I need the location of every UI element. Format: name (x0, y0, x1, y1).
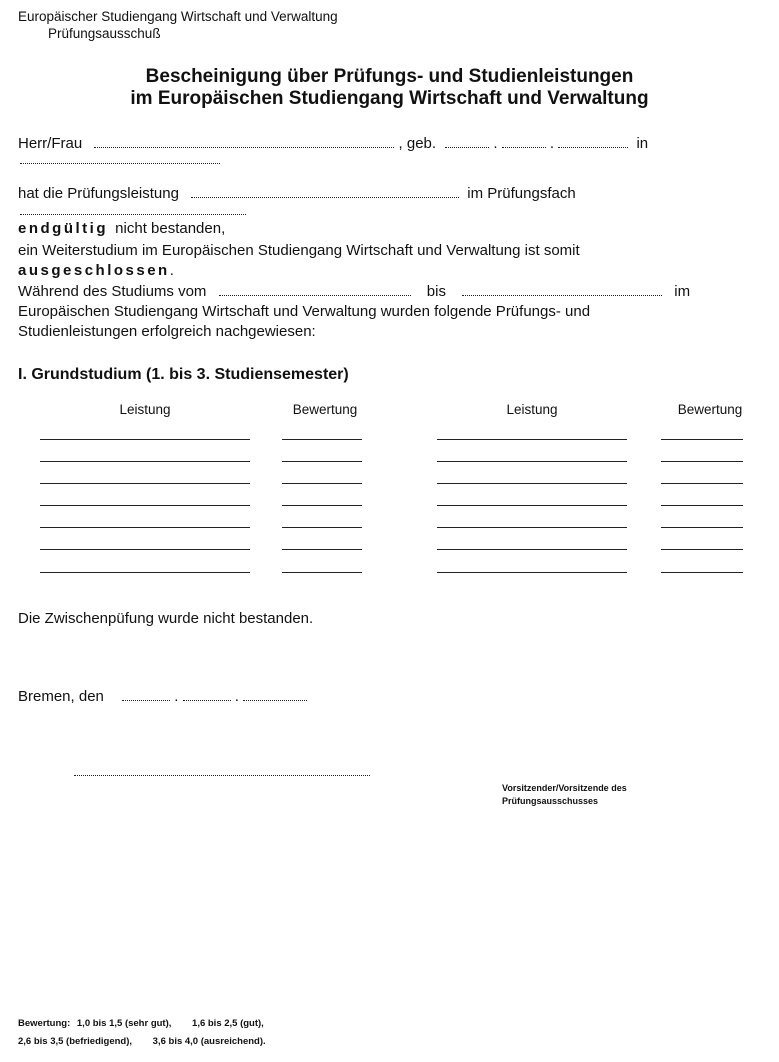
period-row (18, 283, 690, 300)
leistung-right-line[interactable] (437, 439, 627, 440)
period-label: Während des Studiums vom (18, 283, 207, 300)
name-field[interactable] (94, 136, 394, 148)
subject-label: im Prüfungsfach (467, 185, 576, 202)
institution-name: Europäischer Studiengang Wirtschaft und Verwaltung (18, 9, 338, 24)
date-separator: . (549, 135, 555, 152)
exam-label: hat die Prüfungsleistung (18, 185, 179, 202)
date-separator: . (493, 135, 498, 152)
bewertung-left-line[interactable] (282, 527, 362, 528)
column-header-bewertung-right: Bewertung (677, 402, 743, 417)
leistung-left-line[interactable] (40, 483, 250, 484)
bewertung-right-line[interactable] (661, 505, 743, 506)
birthplace-field[interactable] (20, 152, 220, 164)
bewertung-right-line[interactable] (661, 549, 743, 550)
leistung-left-line[interactable] (40, 572, 250, 573)
final-label: endgültig (18, 220, 108, 237)
birth-label: , geb. (398, 135, 437, 152)
leistung-left-line[interactable] (40, 527, 250, 528)
leistung-right-line[interactable] (437, 572, 627, 573)
birth-year-field[interactable] (558, 136, 628, 148)
period-line3: Studienleistungen erfolgreich nachgewiesen: (18, 323, 316, 340)
bewertung-left-line[interactable] (282, 572, 362, 573)
place-date-row: Bremen, den . . (18, 688, 307, 705)
column-header-bewertung-left: Bewertung (292, 402, 358, 417)
signature-caption-line1: Vorsitzender/Vorsitzende des (502, 783, 627, 793)
committee-name: Prüfungsausschuß (48, 26, 161, 41)
leistung-left-line[interactable] (40, 439, 250, 440)
intermediate-exam-text: Die Zwischenpüfung wurde nicht bestanden. (18, 610, 314, 627)
bewertung-left-line[interactable] (282, 461, 362, 462)
place-label: Bremen, den (18, 688, 104, 705)
bewertung-right-line[interactable] (661, 483, 743, 484)
statement-line2: ein Weiterstudium im Europäischen Studiengang Wirtschaft und Verwaltung ist somit (18, 242, 580, 259)
leistung-left-line[interactable] (40, 461, 250, 462)
in-label: im (674, 283, 691, 300)
column-header-leistung-right: Leistung (506, 402, 558, 417)
column-header-leistung-left: Leistung (119, 402, 171, 417)
date-day-field[interactable] (122, 689, 170, 701)
grading-legend-line2: 2,6 bis 3,5 (befriedigend), 3,6 bis 4,0 (ausreichend). (18, 1036, 266, 1047)
bewertung-left-line[interactable] (282, 483, 362, 484)
leistung-left-line[interactable] (40, 549, 250, 550)
date-year-field[interactable] (243, 689, 307, 701)
bewertung-right-line[interactable] (661, 461, 743, 462)
grading-label: Bewertung: (18, 1018, 71, 1029)
date-month-field[interactable] (183, 689, 231, 701)
leistung-right-line[interactable] (437, 527, 627, 528)
leistung-right-line[interactable] (437, 483, 627, 484)
until-label: bis (426, 283, 446, 300)
not-passed-text: nicht bestanden, (115, 220, 226, 237)
salutation-label: Herr/Frau (18, 135, 83, 152)
statement-line1 (18, 220, 225, 237)
bewertung-right-line[interactable] (661, 527, 743, 528)
period-from-field[interactable] (219, 284, 411, 296)
period-line2: Europäischen Studiengang Wirtschaft und Verwaltung wurden folgende Prüfungs- und (18, 303, 591, 320)
document-title-line2: im Europäischen Studiengang Wirtschaft und Verwaltung (130, 88, 649, 109)
leistung-right-line[interactable] (437, 549, 627, 550)
bewertung-left-line[interactable] (282, 439, 362, 440)
leistung-right-line[interactable] (437, 461, 627, 462)
leistung-left-line[interactable] (40, 505, 250, 506)
bewertung-left-line[interactable] (282, 505, 362, 506)
document-title-line1: Bescheinigung über Prüfungs- und Studienleistungen (145, 66, 634, 87)
birth-month-field[interactable] (502, 136, 546, 148)
section-title: I. Grundstudium (1. bis 3. Studiensemester) (18, 366, 349, 383)
excluded-label: ausgeschlossen (18, 262, 170, 279)
statement-line3: ausgeschlossen. (18, 262, 174, 279)
exam-field[interactable] (191, 186, 459, 198)
bewertung-right-line[interactable] (661, 439, 743, 440)
subject-field[interactable] (20, 203, 246, 215)
signature-caption-line2: Prüfungsausschusses (502, 796, 599, 806)
grading-legend-line1: Bewertung: 1,0 bis 1,5 (sehr gut), 1,6 bis 2,5 (gut), (18, 1018, 264, 1029)
birth-day-field[interactable] (445, 136, 489, 148)
bewertung-right-line[interactable] (661, 572, 743, 573)
bewertung-left-line[interactable] (282, 549, 362, 550)
leistung-right-line[interactable] (437, 505, 627, 506)
signature-field[interactable] (74, 764, 370, 776)
exam-row (18, 185, 576, 202)
period-to-field[interactable] (462, 284, 662, 296)
name-row (18, 135, 648, 152)
birthplace-label: in (636, 135, 649, 152)
